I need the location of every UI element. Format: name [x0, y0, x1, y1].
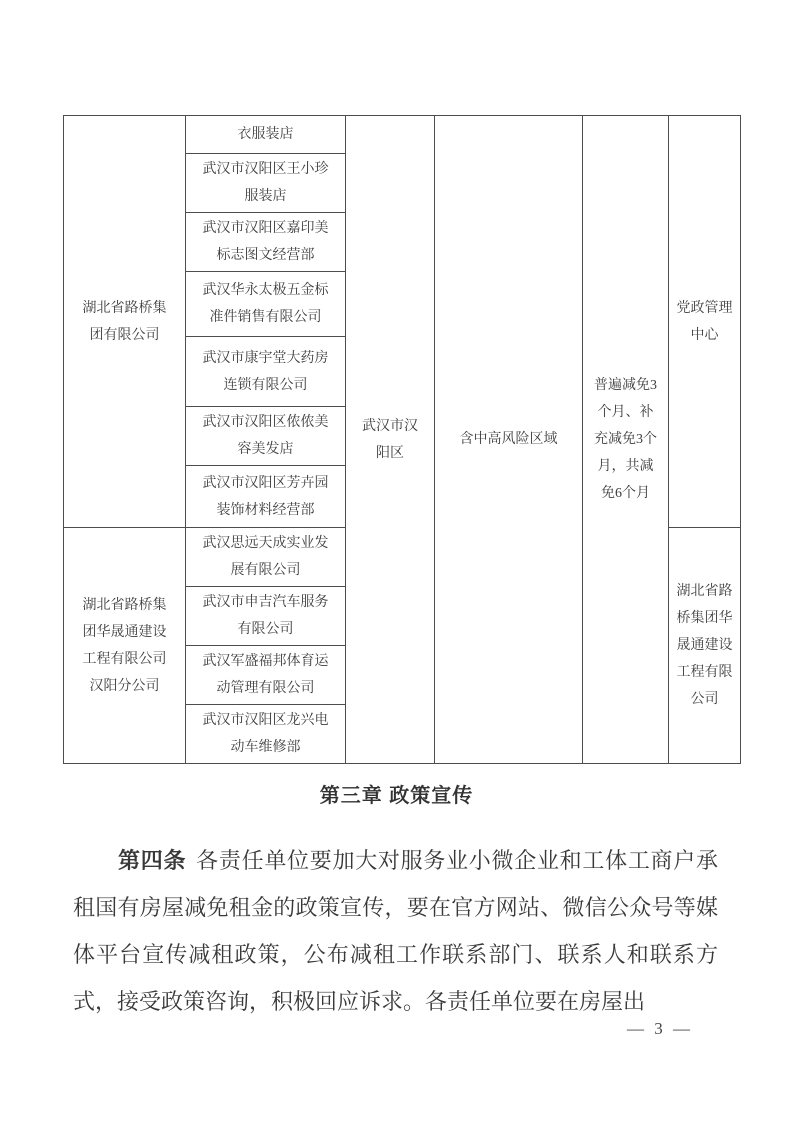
tenant-cell: 武汉市汉阳区王小珍服装店 [186, 154, 346, 213]
tenant-cell: 武汉市康宇堂大药房连锁有限公司 [186, 337, 346, 407]
tenant-cell: 武汉市汉阳区芳卉园装饰材料经营部 [186, 466, 346, 528]
owner-cell-group2: 湖北省路桥集团华晟通建设工程有限公司汉阳分公司 [64, 528, 186, 764]
chapter-heading: 第三章 政策宣传 [319, 785, 474, 807]
tenant-cell: 武汉市申吉汽车服务有限公司 [186, 587, 346, 646]
tenant-cell: 武汉华永太极五金标准件销售有限公司 [186, 272, 346, 337]
article-label: 第四条 [118, 848, 187, 873]
policy-cell: 普遍减免3个月、补充减免3个月，共减免6个月 [583, 116, 669, 764]
rent-relief-table [63, 115, 741, 764]
tenant-cell: 武汉市汉阳区龙兴电动车维修部 [186, 705, 346, 764]
article-paragraph [73, 837, 718, 1025]
tenant-cell: 衣服装店 [186, 116, 346, 154]
district-cell: 武汉市汉阳区 [346, 116, 435, 764]
manager-cell-group1: 党政管理中心 [669, 116, 741, 528]
risk-cell: 含中高风险区域 [435, 116, 583, 764]
owner-cell-group1: 湖北省路桥集团有限公司 [64, 116, 186, 528]
tenant-cell: 武汉军盛福邦体育运动管理有限公司 [186, 646, 346, 705]
tenant-cell: 武汉思远天成实业发展有限公司 [186, 528, 346, 587]
article-text: 各责任单位要加大对服务业小微企业和工体工商户承租国有房屋减免租金的政策宣传，要在官方网站、微信公众号等媒体平台宣传减租政策，公布减租工作联系部门、联系人和联系方式，接受政策咨询，积极回应诉求。各责任单位要在房屋出 [73, 848, 718, 1014]
tenant-cell: 武汉市汉阳区侬侬美容美发店 [186, 407, 346, 466]
table-row [64, 116, 741, 154]
page-number: — 3 — [627, 1019, 693, 1038]
manager-cell-group2: 湖北省路桥集团华晟通建设工程有限公司 [669, 528, 741, 764]
tenant-cell: 武汉市汉阳区嘉印美标志图文经营部 [186, 213, 346, 272]
